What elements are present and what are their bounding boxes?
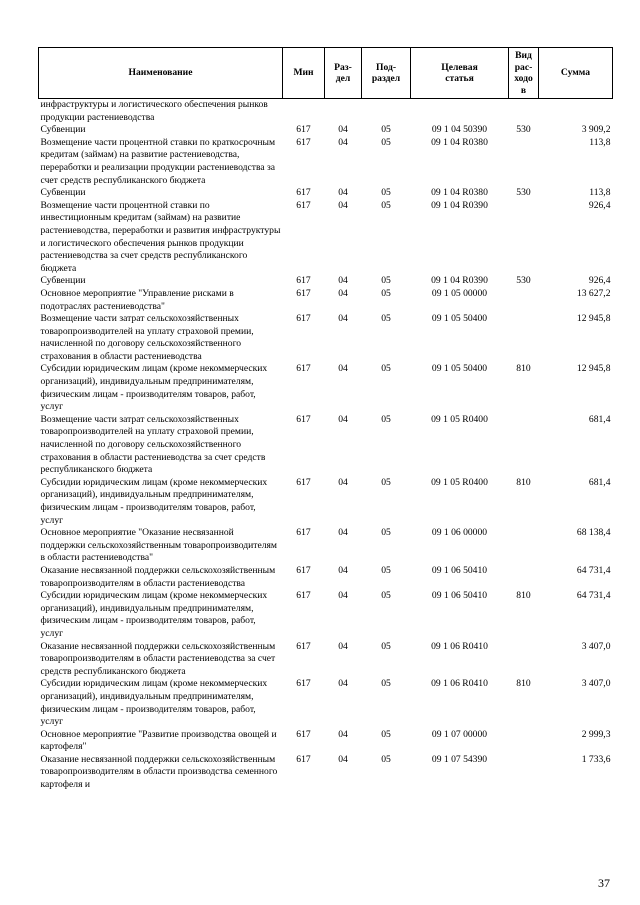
cell-vid bbox=[509, 137, 539, 187]
cell-celevaya: 09 1 04 R0380 bbox=[431, 136, 488, 148]
cell-min: 617 bbox=[296, 728, 311, 740]
cell-name: Субсидии юридическим лицам (кроме некоммерческих организаций), индивидуальным предпринимателям, физическим лицам - производителям товаров, работ, услуг bbox=[40, 590, 268, 639]
cell-name: инфраструктуры и логистического обеспечения рынков продукции растениеводства bbox=[40, 99, 268, 123]
cell-summa: 1 733,6 bbox=[581, 753, 611, 765]
table-row bbox=[39, 137, 613, 187]
header-min: Мин bbox=[283, 48, 325, 99]
cell-podrazdel: 05 bbox=[381, 413, 391, 425]
cell-min: 617 bbox=[296, 640, 311, 652]
table-row bbox=[39, 363, 613, 413]
cell-razdel: 04 bbox=[338, 199, 348, 211]
cell-celevaya: 09 1 05 00000 bbox=[431, 287, 488, 299]
cell-vid: 810 bbox=[516, 363, 531, 375]
cell-name: Основное мероприятие "Оказание несвязанной поддержки сельскохозяйственным товаропроизводителям в области растениеводства" bbox=[40, 527, 278, 564]
cell-name: Субсидии юридическим лицам (кроме некоммерческих организаций), индивидуальным предпринимателям, физическим лицам - производителям товаров, работ, услуг bbox=[40, 678, 268, 728]
cell-min: 617 bbox=[296, 590, 311, 602]
cell-celevaya: 09 1 04 R0390 bbox=[431, 275, 488, 287]
cell-vid: 530 bbox=[516, 124, 531, 136]
header-podrazdel: Под- раздел bbox=[362, 48, 411, 99]
table-row bbox=[39, 200, 613, 276]
cell-razdel: 04 bbox=[338, 476, 348, 488]
table-row bbox=[39, 124, 613, 137]
table-body bbox=[39, 99, 613, 792]
table-row bbox=[39, 187, 613, 200]
cell-summa: 64 731,4 bbox=[576, 590, 611, 602]
header-celevaya: Целевая статья bbox=[411, 48, 509, 99]
cell-summa: 113,8 bbox=[589, 187, 611, 199]
cell-min: 617 bbox=[296, 199, 311, 211]
cell-celevaya: 09 1 04 R0390 bbox=[431, 199, 488, 211]
cell-podrazdel: 05 bbox=[381, 728, 391, 740]
cell-vid bbox=[509, 641, 539, 679]
cell-vid bbox=[509, 527, 539, 565]
header-vid: Вид рас- ходо в bbox=[509, 48, 539, 99]
cell-summa: 3 407,0 bbox=[581, 640, 611, 652]
cell-summa: 3 909,2 bbox=[581, 124, 611, 136]
cell-summa: 3 407,0 bbox=[581, 678, 611, 690]
cell-vid bbox=[509, 200, 539, 276]
cell-podrazdel: 05 bbox=[381, 187, 391, 199]
cell-name: Субвенции bbox=[40, 275, 86, 287]
table-row bbox=[39, 527, 613, 565]
cell-razdel: 04 bbox=[338, 313, 348, 325]
cell-celevaya: 09 1 06 R0410 bbox=[431, 640, 488, 652]
cell-podrazdel: 05 bbox=[381, 527, 391, 539]
cell-razdel: 04 bbox=[338, 413, 348, 425]
cell-min: 617 bbox=[296, 136, 311, 148]
cell-min bbox=[283, 99, 325, 125]
cell-name: Возмещение части процентной ставки по краткосрочным кредитам (займам) на развитие растениеводства, переработки и реализации продукции растениеводства за счет средств республиканского бюджета bbox=[40, 136, 276, 186]
cell-name: Возмещение части затрат сельскохозяйственных товаропроизводителей на уплату страховой премии, начисленной по договору сельскохозяйственного страхования в области растениеводства за счет средств республиканского бюджета bbox=[40, 413, 266, 476]
cell-celevaya: 09 1 07 00000 bbox=[431, 728, 488, 740]
cell-vid: 810 bbox=[516, 678, 531, 690]
cell-vid bbox=[509, 288, 539, 313]
table-header bbox=[39, 48, 613, 99]
cell-min: 617 bbox=[296, 753, 311, 765]
table-row bbox=[39, 565, 613, 590]
cell-razdel: 04 bbox=[338, 363, 348, 375]
cell-razdel: 04 bbox=[338, 124, 348, 136]
cell-summa: 681,4 bbox=[588, 413, 611, 425]
cell-razdel: 04 bbox=[338, 678, 348, 690]
table-row bbox=[39, 313, 613, 363]
table-row bbox=[39, 678, 613, 728]
cell-vid bbox=[509, 99, 539, 125]
table-row bbox=[39, 99, 613, 125]
cell-podrazdel: 05 bbox=[381, 136, 391, 148]
cell-razdel: 04 bbox=[338, 590, 348, 602]
cell-celevaya: 09 1 06 50410 bbox=[431, 590, 488, 602]
cell-vid bbox=[509, 313, 539, 363]
cell-summa: 2 999,3 bbox=[581, 728, 611, 740]
cell-min: 617 bbox=[296, 476, 311, 488]
cell-vid: 810 bbox=[516, 590, 531, 602]
cell-razdel: 04 bbox=[338, 136, 348, 148]
table-row bbox=[39, 275, 613, 288]
budget-table bbox=[38, 47, 613, 792]
cell-name: Субсидии юридическим лицам (кроме некоммерческих организаций), индивидуальным предпринимателям, физическим лицам - производителям товаров, работ, услуг bbox=[40, 363, 268, 413]
cell-celevaya bbox=[411, 99, 509, 125]
cell-razdel: 04 bbox=[338, 287, 348, 299]
table-row bbox=[39, 641, 613, 679]
cell-razdel: 04 bbox=[338, 728, 348, 740]
cell-razdel: 04 bbox=[338, 275, 348, 287]
table-row bbox=[39, 590, 613, 640]
cell-name: Субсидии юридическим лицам (кроме некоммерческих организаций), индивидуальным предпринимателям, физическим лицам - производителям товаров, работ, услуг bbox=[40, 476, 268, 526]
cell-summa bbox=[539, 99, 613, 125]
cell-summa: 926,4 bbox=[588, 275, 611, 287]
cell-vid: 810 bbox=[516, 476, 531, 488]
table-row bbox=[39, 477, 613, 527]
page-number: 37 bbox=[598, 876, 610, 890]
cell-podrazdel: 05 bbox=[381, 313, 391, 325]
cell-min: 617 bbox=[296, 313, 311, 325]
cell-podrazdel: 05 bbox=[381, 590, 391, 602]
cell-celevaya: 09 1 06 R0410 bbox=[431, 678, 488, 690]
cell-name: Оказание несвязанной поддержки сельскохозяйственным товаропроизводителям в области растениеводства bbox=[40, 564, 276, 589]
cell-summa: 681,4 bbox=[588, 476, 611, 488]
cell-podrazdel: 05 bbox=[381, 199, 391, 211]
cell-summa: 12 945,8 bbox=[576, 363, 611, 375]
cell-min: 617 bbox=[296, 287, 311, 299]
cell-razdel bbox=[325, 99, 362, 125]
cell-min: 617 bbox=[296, 187, 311, 199]
cell-vid bbox=[509, 414, 539, 477]
cell-razdel: 04 bbox=[338, 527, 348, 539]
header-razdel: Раз- дел bbox=[325, 48, 362, 99]
header-summa: Сумма bbox=[539, 48, 613, 99]
cell-celevaya: 09 1 04 50390 bbox=[431, 124, 488, 136]
header-name: Наименование bbox=[39, 48, 283, 99]
cell-name: Оказание несвязанной поддержки сельскохозяйственным товаропроизводителям в области производства семенного картофеля и bbox=[40, 753, 278, 791]
cell-celevaya: 09 1 05 50400 bbox=[431, 363, 488, 375]
cell-celevaya: 09 1 06 50410 bbox=[431, 564, 488, 576]
cell-podrazdel: 05 bbox=[381, 564, 391, 576]
cell-min: 617 bbox=[296, 564, 311, 576]
cell-celevaya: 09 1 05 R0400 bbox=[431, 413, 488, 425]
cell-podrazdel: 05 bbox=[381, 275, 391, 287]
cell-celevaya: 09 1 07 54390 bbox=[431, 753, 488, 765]
cell-min: 617 bbox=[296, 363, 311, 375]
table-row bbox=[39, 288, 613, 313]
cell-name: Возмещение части процентной ставки по инвестиционным кредитам (займам) на развитие растениеводства, переработки и развития инфраструктуры и логистического обеспечения рынков продукции растениеводства за счет средств республиканского бюджета bbox=[40, 199, 281, 274]
cell-podrazdel: 05 bbox=[381, 678, 391, 690]
cell-razdel: 04 bbox=[338, 187, 348, 199]
cell-celevaya: 09 1 05 R0400 bbox=[431, 476, 488, 488]
cell-razdel: 04 bbox=[338, 753, 348, 765]
cell-celevaya: 09 1 06 00000 bbox=[431, 527, 488, 539]
cell-podrazdel: 05 bbox=[381, 476, 391, 488]
cell-podrazdel: 05 bbox=[381, 753, 391, 765]
cell-vid bbox=[509, 565, 539, 590]
cell-celevaya: 09 1 05 50400 bbox=[431, 313, 488, 325]
cell-podrazdel: 05 bbox=[381, 363, 391, 375]
cell-name: Субвенции bbox=[40, 124, 86, 136]
cell-min: 617 bbox=[296, 527, 311, 539]
cell-name: Субвенции bbox=[40, 187, 86, 199]
table-row bbox=[39, 414, 613, 477]
cell-vid bbox=[509, 729, 539, 754]
cell-celevaya: 09 1 04 R0380 bbox=[431, 187, 488, 199]
cell-summa: 13 627,2 bbox=[576, 287, 611, 299]
cell-name: Оказание несвязанной поддержки сельскохозяйственным товаропроизводителям в области растениеводства за счет средств республиканского бюджета bbox=[40, 640, 276, 677]
cell-summa: 12 945,8 bbox=[576, 313, 611, 325]
table-row bbox=[39, 729, 613, 754]
cell-podrazdel: 05 bbox=[381, 640, 391, 652]
cell-min: 617 bbox=[296, 413, 311, 425]
cell-name: Основное мероприятие "Управление рисками в подотраслях растениеводства" bbox=[40, 287, 234, 312]
cell-razdel: 04 bbox=[338, 564, 348, 576]
cell-min: 617 bbox=[296, 275, 311, 287]
cell-min: 617 bbox=[296, 124, 311, 136]
cell-summa: 68 138,4 bbox=[576, 527, 611, 539]
cell-summa: 113,8 bbox=[589, 136, 611, 148]
cell-vid: 530 bbox=[516, 187, 531, 199]
cell-vid bbox=[509, 754, 539, 792]
cell-podrazdel: 05 bbox=[381, 124, 391, 136]
cell-name: Основное мероприятие "Развитие производства овощей и картофеля" bbox=[40, 728, 277, 753]
cell-podrazdel: 05 bbox=[381, 287, 391, 299]
cell-name: Возмещение части затрат сельскохозяйственных товаропроизводителей на уплату страховой премии, начисленной по договору сельскохозяйственного страхования в области растениеводства bbox=[40, 313, 254, 362]
cell-podrazdel bbox=[362, 99, 411, 125]
cell-summa: 926,4 bbox=[588, 199, 611, 211]
cell-min: 617 bbox=[296, 678, 311, 690]
cell-vid: 530 bbox=[516, 275, 531, 287]
cell-summa: 64 731,4 bbox=[576, 564, 611, 576]
cell-razdel: 04 bbox=[338, 640, 348, 652]
table-row bbox=[39, 754, 613, 792]
